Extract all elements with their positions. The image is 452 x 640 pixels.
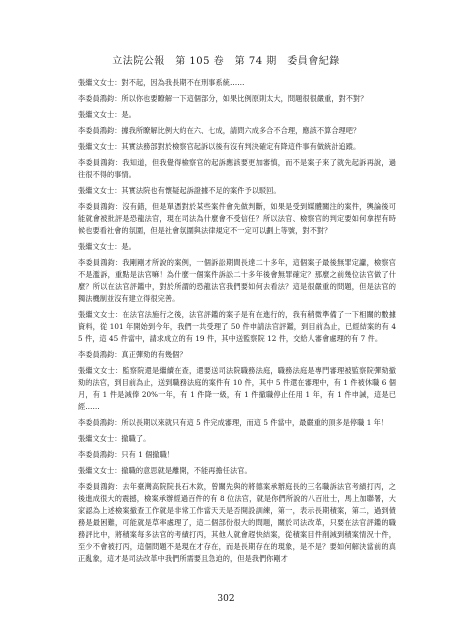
paragraph: 張繼文女士：撤職的意思就是離開，不能再擔任法官。 — [78, 466, 252, 475]
document-body — [78, 77, 396, 565]
paragraph: 張繼文女士：監察院還是繼續在查，還要送司法院職務法庭，職務法庭是專門審理被監察院彈劾撤劾的法官，到目前為止，送到職務法庭的案件有 10 件，其中 5 件還在審理中，有 1 件被休職 6 個月，有 1 件是減俸 20%一年，有 1 件降一級，有 1 件撤職停止任用 1 年，有 1 件申誡，這是已經…… — [78, 366, 396, 411]
paragraph: 李委員鴻鈞：所以你也要瞭解一下這個部分，如果比例原則太大，問題很很嚴重，對不對？ — [78, 94, 368, 103]
paragraph: 李委員鴻鈞：所以長期以來就只有這 5 件完成審理，而這 5 件當中，最嚴重的頂多是停職 1 年！ — [78, 418, 389, 427]
paragraph: 李委員鴻鈞：據我所瞭解比例大約在六、七成，請問六成多合不合理，應該不算合理吧？ — [78, 126, 361, 135]
paragraph: 張繼文女士：對不起，因為我長期不在刑事系統…… — [78, 78, 245, 87]
paragraph: 李委員鴻鈞：我知道，但我覺得檢察官的起訴應該要更加審慎，而不是案子來了就先起訴再說，過往很不得的事情。 — [78, 158, 396, 179]
page-number: 302 — [217, 594, 235, 604]
paragraph: 張繼文女士：是。 — [78, 242, 136, 251]
page-header: 立法院公報 第 105 卷 第 74 期 委員會紀錄 — [112, 56, 340, 67]
paragraph: 李委員鴻鈞：我剛剛才所說的案例，一個訴訟期間長達二十多年，這個案子最後無罪定讞，檢察官不是濫訴，重點是法官嘛！為什麼一個案件訴訟二十多年後會無罪確定？那麼之前幾位法官做了什麼？所以在法官評鑑中，對於所謂的恐龍法官我們要如何去看法？這是很嚴重的問題，但是法官的獨法機制並沒有建立得很完善。 — [78, 258, 396, 303]
paragraph: 張繼文女士：其實法務部對於檢察官起訴以後有沒有判決確定有降這件事有做統計追蹤。 — [78, 142, 361, 151]
paragraph: 張繼文女士：在法官法施行之後，法官評鑑的案子是有在進行的，我有稍微準備了一下相關的數據資料，從 101 年開始到今年，我們一共受理了 50 件申請法官評鑑，到目前為止，已經結案的有 45 件，這 45 件當中，請求成立的有 19 件，其中送監察院 12 件，交給人審會處理的有 7 件。 — [78, 310, 396, 343]
paragraph: 張繼文女士：是。 — [78, 110, 136, 119]
paragraph: 張繼文女士：其實法院也有懷疑起訴證據不足的案件予以駁回。 — [78, 186, 281, 195]
paragraph: 李委員鴻鈞：去年臺灣高院院長石木欽，曾關先與的將德案承辦庭長的三名職訴法官考績打丙，之後進成很大的震撼，檢案承辦經過百件的有 8 位法官，就是你們所說的八百壯士，馬上加聯署，大家認為上述檢案撤查工作就是非常工作當天天是否開設訓練，第一，表示長期積案，第二，過到債務是最困難，可能就是草率處理了，這二個部份很大的問題，關於司法改革，只要在法官評鑑的職務評比中，將積案每多法官的考績打丙，其他人就會趕快結案，從積案目件削減到積案情況十件，至少不會被打丙，這個問題不是現在才存在，而是長期存在的現象，是不是？要如何解決當前的真正亂象，這才是司法改革中我們所需要且急迫的，但是我們你剛才 — [78, 482, 396, 563]
paragraph: 張繼文女士：撤職了。 — [78, 434, 151, 443]
paragraph: 李委員鴻鈞：沒有錯，但是單憑對於某些案件會先做判斷，如果是受到媒體關注的案件，輿論後可能就會被批評是恐龍法官，現在司法為什麼會不受信任？所以法官、檢察官的判定要如何拿捏有時候也要看社會的氛圍，但是社會氛圍與法律規定不一定可以劃上等號，對不對？ — [78, 202, 396, 235]
paragraph: 李委員鴻鈞：只有 1 個撤職！ — [78, 450, 175, 459]
paragraph: 李委員鴻鈞：真正彈劾的有幾個？ — [78, 350, 187, 359]
